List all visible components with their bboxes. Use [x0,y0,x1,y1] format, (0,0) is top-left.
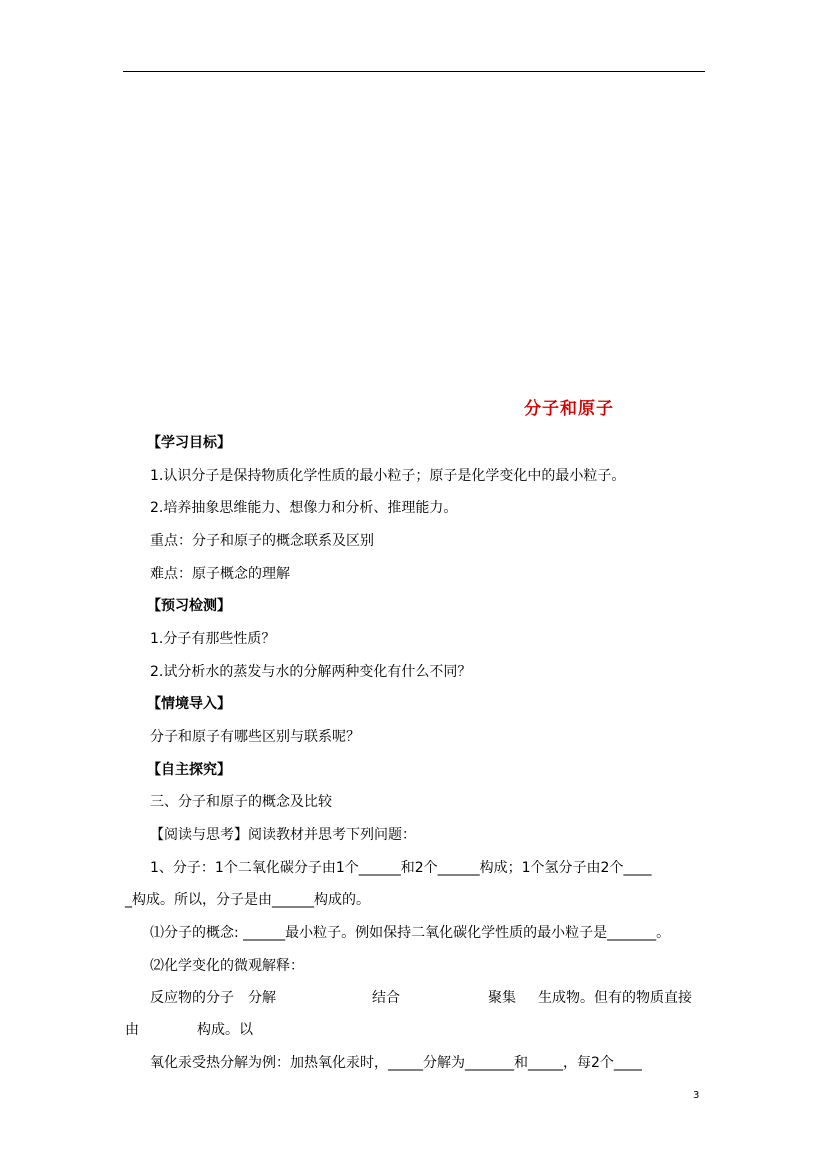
section-heading-preview: 【预习检测】 [147,598,231,614]
intro-question: 分子和原子有哪些区别与联系呢？ [150,729,360,745]
direct-composition-line [125,1019,253,1039]
document-title: 分子和原子 [524,399,614,419]
objective-1: 1.认识分子是保持物质化学性质的最小粒子；原子是化学变化中的最小粒子。 [150,468,626,484]
reaction-step-combine: 结合 [372,990,400,1006]
reaction-step-decompose: 分解 [248,990,276,1006]
section-heading-explore: 【自主探究】 [147,762,231,778]
difficult-point: 难点：原子概念的理解 [150,566,290,582]
mercury-oxide-example: 氧化汞受热分解为例：加热氧化汞时，_____分解为_______和_____，每2个____ [150,1055,642,1071]
page-number: 3 [693,1090,700,1101]
molecule-question-cont: _构成。所以，分子是由______构成的。 [125,892,370,908]
reaction-flow-line [150,987,692,1007]
preview-question-1: 1.分子有那些性质？ [150,631,276,647]
molecule-concept: ⑴分子的概念: ______最小粒子。例如保持二氧化碳化学性质的最小粒子是_______。 [150,925,671,941]
molecule-question: 1、分子：1个二氧化碳分子由1个______和2个______构成；1个氢分子由2个____ [150,860,652,876]
header-rule [123,71,705,72]
objective-2: 2.培养抽象思维能力、想像力和分析、推理能力。 [150,500,458,516]
direct-composition-end: 构成。以 [197,1022,253,1038]
micro-explanation: ⑵化学变化的微观解释： [150,958,304,974]
section-heading-objectives: 【学习目标】 [147,435,231,451]
reaction-step-product: 生成物。但有的物质直接 [538,990,692,1006]
direct-composition-start: 由 [125,1022,139,1038]
preview-question-2: 2.试分析水的蒸发与水的分解两种变化有什么不同？ [150,664,472,680]
reaction-step-gather: 聚集 [488,990,516,1006]
key-point: 重点：分子和原子的概念联系及区别 [150,533,374,549]
subsection-heading: 三、分子和原子的概念及比较 [150,794,332,810]
reaction-step-reactant: 反应物的分子 [150,990,234,1006]
section-heading-intro: 【情境导入】 [147,696,231,712]
reading-prompt: 【阅读与思考】阅读教材并思考下列问题： [150,827,416,843]
